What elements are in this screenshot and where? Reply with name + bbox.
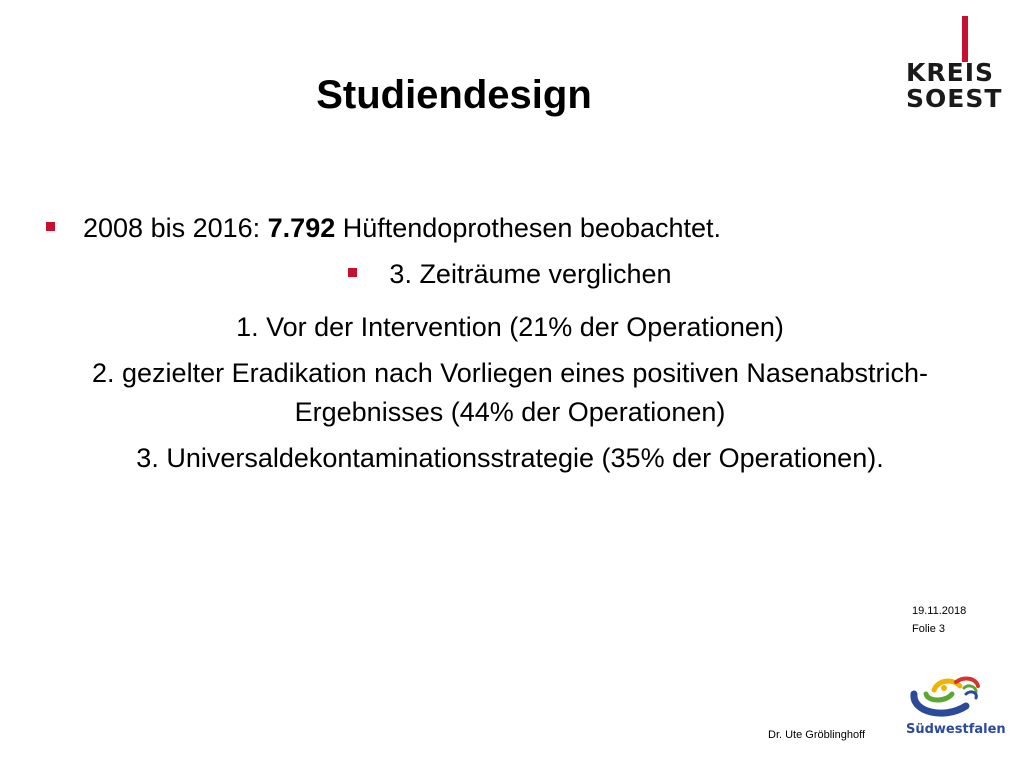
suedwestfalen-logo-text: Südwestfalen	[906, 722, 1006, 737]
bullet-periods-compared-text: 3. Zeiträume verglichen	[389, 259, 672, 289]
period-item-2: 2. gezielter Eradikation nach Vorliegen eines positiven Nasenabstrich-Ergebnisses (44% der Operationen)	[92, 358, 928, 427]
period-item-3: 3. Universaldekontaminationsstrategie (35% der Operationen).	[136, 443, 884, 473]
bullet-periods-compared	[0, 252, 1024, 296]
bullet-period-text-after: Hüftendoprothesen beobachtet.	[335, 213, 722, 243]
bullet-period-count: 7.792	[267, 213, 336, 243]
bullet-period	[46, 206, 721, 250]
slide-title: Studiendesign	[316, 73, 592, 117]
period-item-1: 1. Vor der Intervention (21% der Operationen)	[236, 312, 784, 342]
period-list	[92, 308, 928, 485]
slide-author: Dr. Ute Gröblinghoff	[768, 729, 866, 741]
kreis-logo-bar	[962, 16, 968, 62]
slide-date: 19.11.2018	[912, 605, 967, 617]
bullet-period-text-before: 2008 bis 2016:	[83, 213, 268, 243]
suedwestfalen-logo	[904, 672, 1006, 742]
square-bullet-icon	[46, 222, 55, 231]
kreis-logo-line2: SOEST	[906, 84, 1003, 113]
kreis-logo-line1: KREIS	[906, 58, 995, 87]
square-bullet-icon	[348, 268, 357, 277]
slide-number: Folie 3	[912, 623, 946, 635]
kreis-soest-logo	[900, 14, 1003, 114]
suedwestfalen-logo-mark	[904, 672, 996, 724]
